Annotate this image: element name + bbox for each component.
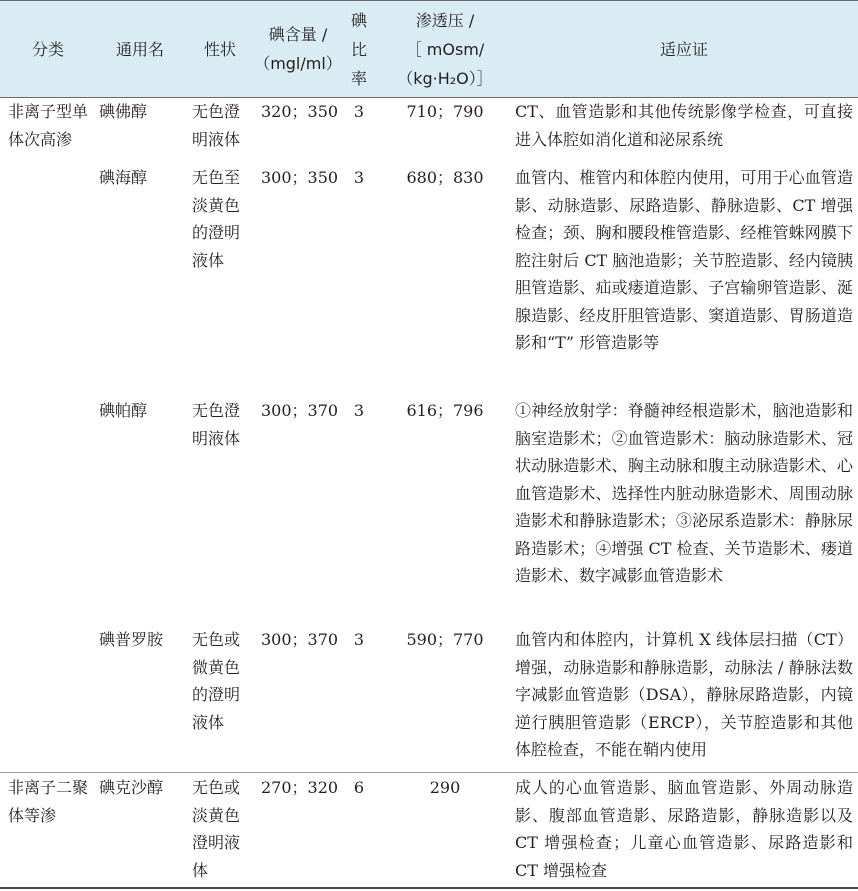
header-iodine-content-line: 碘含量 / [268,25,328,44]
header-category [10,1,86,97]
cell-iodine-ratio: 6 [353,778,365,797]
cell-osmolality: 290 [429,778,461,797]
cell-iodine-content: 300；350 [261,168,339,187]
cell-generic-name: 碘海醇 [99,168,148,187]
cell-osmolality: 680；830 [406,168,484,187]
cell-iodine-ratio: 3 [353,401,365,420]
header-osmolality [380,1,510,97]
table-header [0,0,858,98]
cell-osmolality: 616；796 [406,401,484,420]
header-generic-name [98,1,182,97]
header-indication-text: 适应证 [659,39,708,59]
row-divider [0,772,858,773]
header-iodine-content [250,1,346,97]
cell-category: 非离子型单体次高渗 [8,102,89,149]
cell-generic-name: 碘普罗胺 [99,630,164,649]
cell-indication: 血管内和体腔内，计算机 X 线体层扫描（CT）增强，动脉造影和静脉造影，动脉法 / 静脉法数字减影血管造影（DSA），静脉尿路造影，内镜逆行胰胆管造影（ERCP），关节腔造影和其他体腔检查，不能在鞘内使用 [515,630,853,759]
cell-indication: ①神经放射学：脊髓神经根造影术，脑池造影和脑室造影术；②血管造影术：脑动脉造影术、冠状动脉造影术、胸主动脉和腹主动脉造影术、心血管造影术、选择性内脏动脉造影术、周围动脉造影术和静脉造影术；③泌尿系造影术：静脉尿路造影术；④增强 CT 检查、关节造影术、瘘道造影术、数字减影血管造影术 [515,401,853,585]
header-osmolality-line: （kg·H₂O）］ [397,68,493,88]
header-category-text: 分类 [31,39,64,59]
cell-generic-name: 碘帕醇 [99,401,148,420]
cell-character: 无色澄明液体 [192,102,241,149]
header-osmolality-line: ［ mOsm/ [405,39,485,59]
header-iodine-ratio [346,1,372,97]
header-iodine-ratio-char: 比 [350,39,367,59]
cell-iodine-ratio: 3 [353,102,365,121]
cell-character: 无色或淡黄色澄明液体 [192,778,241,880]
cell-indication: 成人的心血管造影、脑血管造影、外周动脉造影、腹部血管造影、尿路造影，静脉造影以及 CT 增强检查；儿童心血管造影、尿路造影和 CT 增强检查 [515,778,853,880]
header-indication [515,1,853,97]
cell-iodine-content: 320；350 [261,102,339,121]
cell-generic-name: 碘佛醇 [99,102,148,121]
cell-iodine-ratio: 3 [353,630,365,649]
cell-osmolality: 590；770 [406,630,484,649]
header-iodine-content-line: （mgl/ml） [254,54,342,73]
header-iodine-ratio-char: 率 [350,68,367,88]
header-osmolality-line: 渗透压 / [415,10,475,30]
cell-generic-name: 碘克沙醇 [99,778,164,797]
cell-indication: 血管内、椎管内和体腔内使用，可用于心血管造影、动脉造影、尿路造影、静脉造影、CT 增强检查；颈、胸和腰段椎管造影、经椎管蛛网膜下腔注射后 CT 脑池造影；关节腔造影、经内镜胰胆管造影、疝或瘘道造影、子宫输卵管造影、涎腺造影、经皮肝胆管造影、窦道造影、胃肠道造影和“T” 形管造影等 [515,168,853,352]
cell-character: 无色澄明液体 [192,401,241,448]
header-generic-name-text: 通用名 [115,39,164,59]
cell-iodine-content: 300；370 [261,401,339,420]
table-bottom-rule [0,887,858,889]
cell-category: 非离子二聚体等渗 [8,778,89,825]
header-iodine-ratio-char: 碘 [350,10,367,30]
cell-osmolality: 710；790 [406,102,484,121]
cell-indication: CT、血管造影和其他传统影像学检查，可直接进入体腔如消化道和泌尿系统 [515,102,853,149]
header-character-text: 性状 [203,39,236,59]
cell-character: 无色至淡黄色的澄明液体 [192,168,241,270]
header-character [190,1,250,97]
cell-iodine-ratio: 3 [353,168,365,187]
cell-character: 无色或微黄色的澄明液体 [192,630,241,732]
cell-iodine-content: 270；320 [261,778,339,797]
cell-iodine-content: 300；370 [261,630,339,649]
